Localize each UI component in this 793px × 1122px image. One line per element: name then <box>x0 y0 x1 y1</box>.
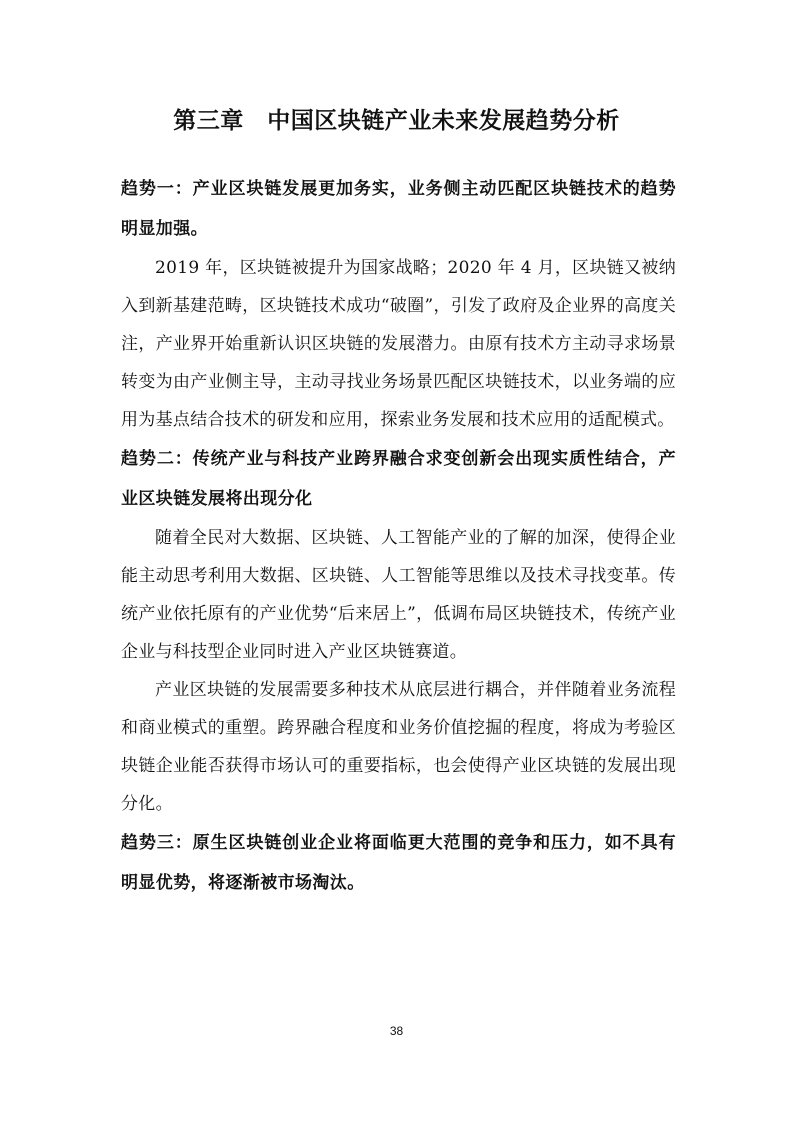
trend-2-paragraph-2: 产业区块链的发展需要多种技术从底层进行耦合，并伴随着业务流程和商业模式的重塑。跨界融合程度和业务价值挖掘的程度，将成为考验区块链企业能否获得市场认可的重要指标，也会使得产业区块链的发展出现分化。 <box>121 680 676 814</box>
trend-1-heading: 趋势一：产业区块链发展更加务实，业务侧主动匹配区块链技术的趋势明显加强。 <box>121 179 676 239</box>
trend-3-heading: 趋势三：原生区块链创业企业将面临更大范围的竞争和压力，如不具有明显优势，将逐渐被市场淘汰。 <box>121 833 676 893</box>
trend-1-paragraph: 2019 年，区块链被提升为国家战略；2020 年 4 月，区块链又被纳入到新基建范畴，区块链技术成功“破圈”，引发了政府及企业界的高度关注，产业界开始重新认识区块链的发展潜力。由原有技术方主动寻求场景转变为由产业侧主导，主动寻找业务场景匹配区块链技术，以业务端的应用为基点结合技术的研发和应用，探索业务发展和技术应用的适配模式。 <box>121 258 676 430</box>
document-body <box>121 169 676 903</box>
chapter-title: 第三章 中国区块链产业未来发展趋势分析 <box>173 108 620 134</box>
trend-2-heading: 趋势二：传统产业与科技产业跨界融合求变创新会出现实质性结合，产业区块链发展将出现分化 <box>121 449 676 509</box>
trend-2-paragraph-1: 随着全民对大数据、区块链、人工智能产业的了解的加深，使得企业能主动思考利用大数据、区块链、人工智能等思维以及技术寻找变革。传统产业依托原有的产业优势“后来居上”，低调布局区块链技术，传统产业企业与科技型企业同时进入产业区块链赛道。 <box>121 528 676 662</box>
page-number: 38 <box>389 1024 404 1038</box>
